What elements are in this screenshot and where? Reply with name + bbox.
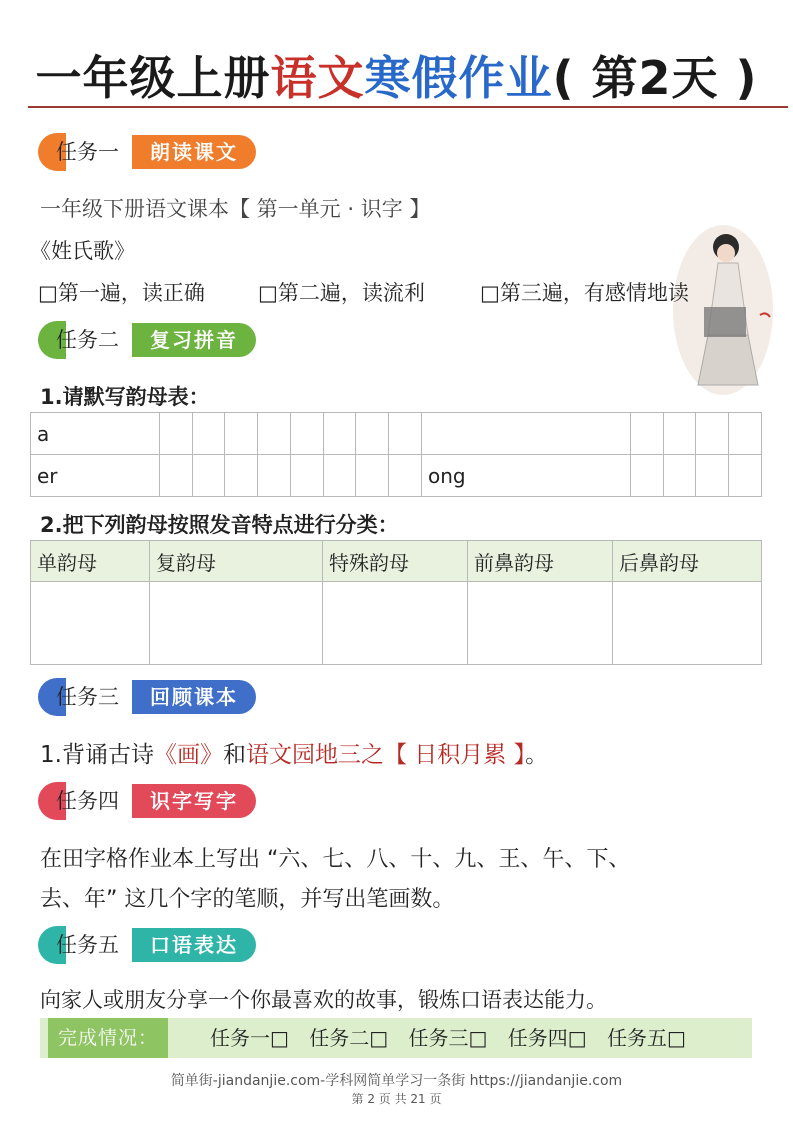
- task2-question-1: 1.请默写韵母表：: [40, 385, 210, 409]
- task1-label: 任务一: [56, 140, 119, 164]
- vowel-table-row: [31, 413, 762, 455]
- vowel-cell[interactable]: [356, 455, 389, 497]
- vowel-cell[interactable]: a: [31, 413, 160, 455]
- footer-source: 简单街-jiandanjie.com-学科网简单学习一条街 https://jiandanjie.com: [170, 1073, 623, 1089]
- answer-cell[interactable]: [323, 582, 468, 665]
- task3-text-period: 。: [525, 742, 549, 768]
- vowel-cell[interactable]: [159, 455, 192, 497]
- classification-answer-row: [31, 582, 762, 665]
- vowel-cell[interactable]: er: [31, 455, 160, 497]
- completion-check-task3[interactable]: 任务三□: [408, 1026, 488, 1050]
- completion-items: [210, 1018, 700, 1058]
- task4-line-2: 去、年” 这几个字的笔顺，并写出笔画数。: [40, 887, 455, 912]
- task3-text-and: 和: [222, 742, 246, 768]
- vowel-cell[interactable]: [729, 455, 762, 497]
- vowel-cell[interactable]: [389, 455, 422, 497]
- task5-line-1: 向家人或朋友分享一个你最喜欢的故事，锻炼口语表达能力。: [40, 988, 607, 1012]
- vowel-cell[interactable]: ong: [422, 455, 631, 497]
- task3-poem-name: 《画》: [153, 742, 223, 768]
- header-back-nasal: 后鼻韵母: [613, 541, 762, 582]
- vowel-cell[interactable]: [225, 455, 258, 497]
- task3-garden-section: 语文园地三之【 日积月累 】: [245, 742, 526, 768]
- vowel-cell[interactable]: [225, 413, 258, 455]
- title-part-grade: 一年级上册: [35, 51, 271, 105]
- task3-pill: 回顾课本: [132, 680, 256, 714]
- answer-cell[interactable]: [31, 582, 150, 665]
- vowel-cell[interactable]: [729, 413, 762, 455]
- vowel-cell[interactable]: [192, 455, 225, 497]
- header-compound-vowel: 复韵母: [150, 541, 323, 582]
- title-part-day: ( 第2天 ): [552, 51, 758, 105]
- task2-question-2: 2.把下列韵母按照发音特点进行分类：: [40, 513, 399, 537]
- task1-poem-title: 《姓氏歌》: [30, 239, 135, 263]
- completion-check-task5[interactable]: 任务五□: [607, 1026, 686, 1050]
- vowel-cell[interactable]: [258, 413, 291, 455]
- task4-pill: 识字写字: [132, 784, 256, 818]
- page-title: [0, 50, 793, 106]
- completion-check-task2[interactable]: 任务二□: [309, 1026, 389, 1050]
- title-divider: [28, 106, 788, 108]
- vowel-table: [30, 412, 762, 497]
- vowel-cell[interactable]: [663, 413, 696, 455]
- header-special-vowel: 特殊韵母: [323, 541, 468, 582]
- classification-header-row: [31, 541, 762, 582]
- answer-cell[interactable]: [468, 582, 613, 665]
- task2-pill: 复习拼音: [132, 323, 256, 357]
- vowel-cell[interactable]: [663, 455, 696, 497]
- task1-pill: 朗读课文: [132, 135, 256, 169]
- task3-instruction: [40, 736, 548, 769]
- vowel-cell[interactable]: [630, 455, 663, 497]
- task4-label: 任务四: [56, 789, 119, 813]
- vowel-cell[interactable]: [630, 413, 663, 455]
- vowel-cell[interactable]: [192, 413, 225, 455]
- task3-label: 任务三: [56, 685, 119, 709]
- answer-cell[interactable]: [150, 582, 323, 665]
- task2-label: 任务二: [56, 328, 119, 352]
- task3-text-recite: 1.背诵古诗: [40, 742, 154, 768]
- vowel-cell[interactable]: [290, 455, 323, 497]
- vowel-cell[interactable]: [389, 413, 422, 455]
- vowel-classification-table: [30, 540, 762, 665]
- completion-check-task1[interactable]: 任务一□: [210, 1026, 289, 1050]
- task1-textbook-line: 一年级下册语文课本【 第一单元 · 识字 】: [40, 197, 431, 221]
- task1-check-2[interactable]: □第二遍，读流利: [258, 281, 425, 305]
- header-single-vowel: 单韵母: [31, 541, 150, 582]
- header-front-nasal: 前鼻韵母: [468, 541, 613, 582]
- vowel-cell[interactable]: [696, 455, 729, 497]
- vowel-cell[interactable]: [323, 455, 356, 497]
- vowel-cell[interactable]: [323, 413, 356, 455]
- title-part-subject: 语文: [270, 51, 365, 105]
- completion-check-task4[interactable]: 任务四□: [507, 1026, 587, 1050]
- vowel-cell[interactable]: [258, 455, 291, 497]
- vowel-cell[interactable]: [159, 413, 192, 455]
- vowel-cell[interactable]: [356, 413, 389, 455]
- task4-line-1: 在田字格作业本上写出 “六、七、八、十、九、王、午、下、: [40, 847, 631, 872]
- task5-label: 任务五: [56, 933, 119, 957]
- vowel-table-row: [31, 455, 762, 497]
- answer-cell[interactable]: [613, 582, 762, 665]
- footer-page-number: 第 2 页 共 21 页: [351, 1092, 442, 1106]
- title-part-homework: 寒假作业: [364, 51, 553, 105]
- vowel-cell[interactable]: [290, 413, 323, 455]
- vowel-cell[interactable]: [696, 413, 729, 455]
- completion-label: 完成情况：: [48, 1018, 168, 1058]
- task5-pill: 口语表达: [132, 928, 256, 962]
- task1-check-3[interactable]: □第三遍，有感情地读: [480, 281, 689, 305]
- vowel-cell[interactable]: [422, 413, 631, 455]
- task1-check-1[interactable]: □第一遍，读正确: [38, 281, 205, 305]
- completion-status-bar: [40, 1018, 752, 1058]
